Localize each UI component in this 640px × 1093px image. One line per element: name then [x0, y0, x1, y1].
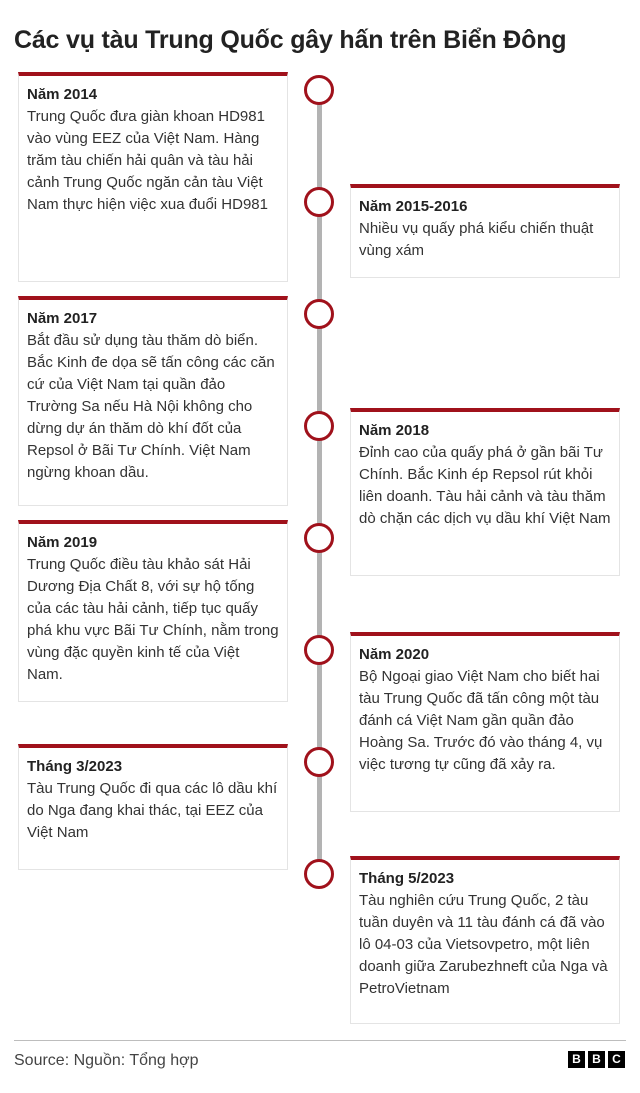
timeline-marker — [304, 635, 334, 665]
event-card — [18, 520, 288, 702]
event-card — [350, 632, 620, 812]
event-text: Nhiều vụ quấy phá kiểu chiến thuật vùng xám — [359, 220, 594, 259]
event-card — [18, 72, 288, 282]
timeline-marker — [304, 299, 334, 329]
event-text: Bộ Ngoại giao Việt Nam cho biết hai tàu Trung Quốc đã tấn công một tàu đánh cá Việt Nam gần quần đảo Hoàng Sa. Trước đó vào tháng 4, vụ việc tương tự cũng đã xảy ra. — [359, 668, 603, 773]
event-heading: Năm 2019 — [27, 534, 98, 551]
event-text: Đỉnh cao của quấy phá ở gần bãi Tư Chính. Bắc Kinh ép Repsol rút khỏi liên doanh. Tàu hải cảnh và tàu thăm dò chặn các dịch vụ dầu khí Việt Nam — [359, 444, 611, 527]
timeline-marker — [304, 187, 334, 217]
timeline-marker — [304, 75, 334, 105]
timeline-marker — [304, 523, 334, 553]
event-heading: Tháng 3/2023 — [27, 758, 123, 775]
timeline-marker — [304, 411, 334, 441]
event-text: Trung Quốc điều tàu khảo sát Hải Dương Địa Chất 8, với sự hộ tống của các tàu hải cảnh, tiếp tục quấy phá khu vực Bãi Tư Chính, nằm trong vùng đặc quyền kinh tế của Việt Nam. — [27, 556, 279, 683]
event-text: Tàu nghiên cứu Trung Quốc, 2 tàu tuần duyên và 11 tàu đánh cá đã vào lô 04-03 của Vietsovpetro, một liên doanh giữa Zarubezhneft của Nga và PetroVietnam — [359, 892, 608, 997]
timeline-marker — [304, 859, 334, 889]
event-text: Bắt đầu sử dụng tàu thăm dò biển. Bắc Kinh đe dọa sẽ tấn công các căn cứ của Việt Nam tại quần đảo Trường Sa nếu Hà Nội không cho dừng dự án thăm dò khí đốt của Repsol ở Bãi Tư Chính. Việt Nam ngừng khoan dầu. — [27, 332, 275, 481]
event-card — [350, 184, 620, 278]
source-note: Source: Nguồn: Tổng hợp — [14, 1052, 199, 1069]
event-heading: Năm 2020 — [359, 646, 430, 663]
event-heading: Tháng 5/2023 — [359, 870, 455, 887]
logo-letter: B — [568, 1051, 585, 1068]
event-heading: Năm 2018 — [359, 422, 430, 439]
event-heading: Năm 2017 — [27, 310, 98, 327]
bbc-logo — [568, 1051, 625, 1068]
event-text: Tàu Trung Quốc đi qua các lô dầu khí do Nga đang khai thác, tại EEZ của Việt Nam — [27, 780, 278, 841]
footer-divider — [14, 1040, 626, 1041]
event-text: Trung Quốc đưa giàn khoan HD981 vào vùng EEZ của Việt Nam. Hàng trăm tàu chiến hải quân và tàu hải cảnh Trung Quốc ngăn cản tàu Việt Nam thực hiện việc xua đuổi HD981 — [27, 108, 268, 213]
event-heading: Năm 2015-2016 — [359, 198, 468, 215]
logo-letter: B — [588, 1051, 605, 1068]
event-card — [18, 296, 288, 506]
page-title: Các vụ tàu Trung Quốc gây hấn trên Biển Đông — [14, 26, 567, 54]
timeline-marker — [304, 747, 334, 777]
event-card — [350, 408, 620, 576]
logo-letter: C — [608, 1051, 625, 1068]
event-heading: Năm 2014 — [27, 86, 98, 103]
event-card — [18, 744, 288, 870]
event-card — [350, 856, 620, 1024]
